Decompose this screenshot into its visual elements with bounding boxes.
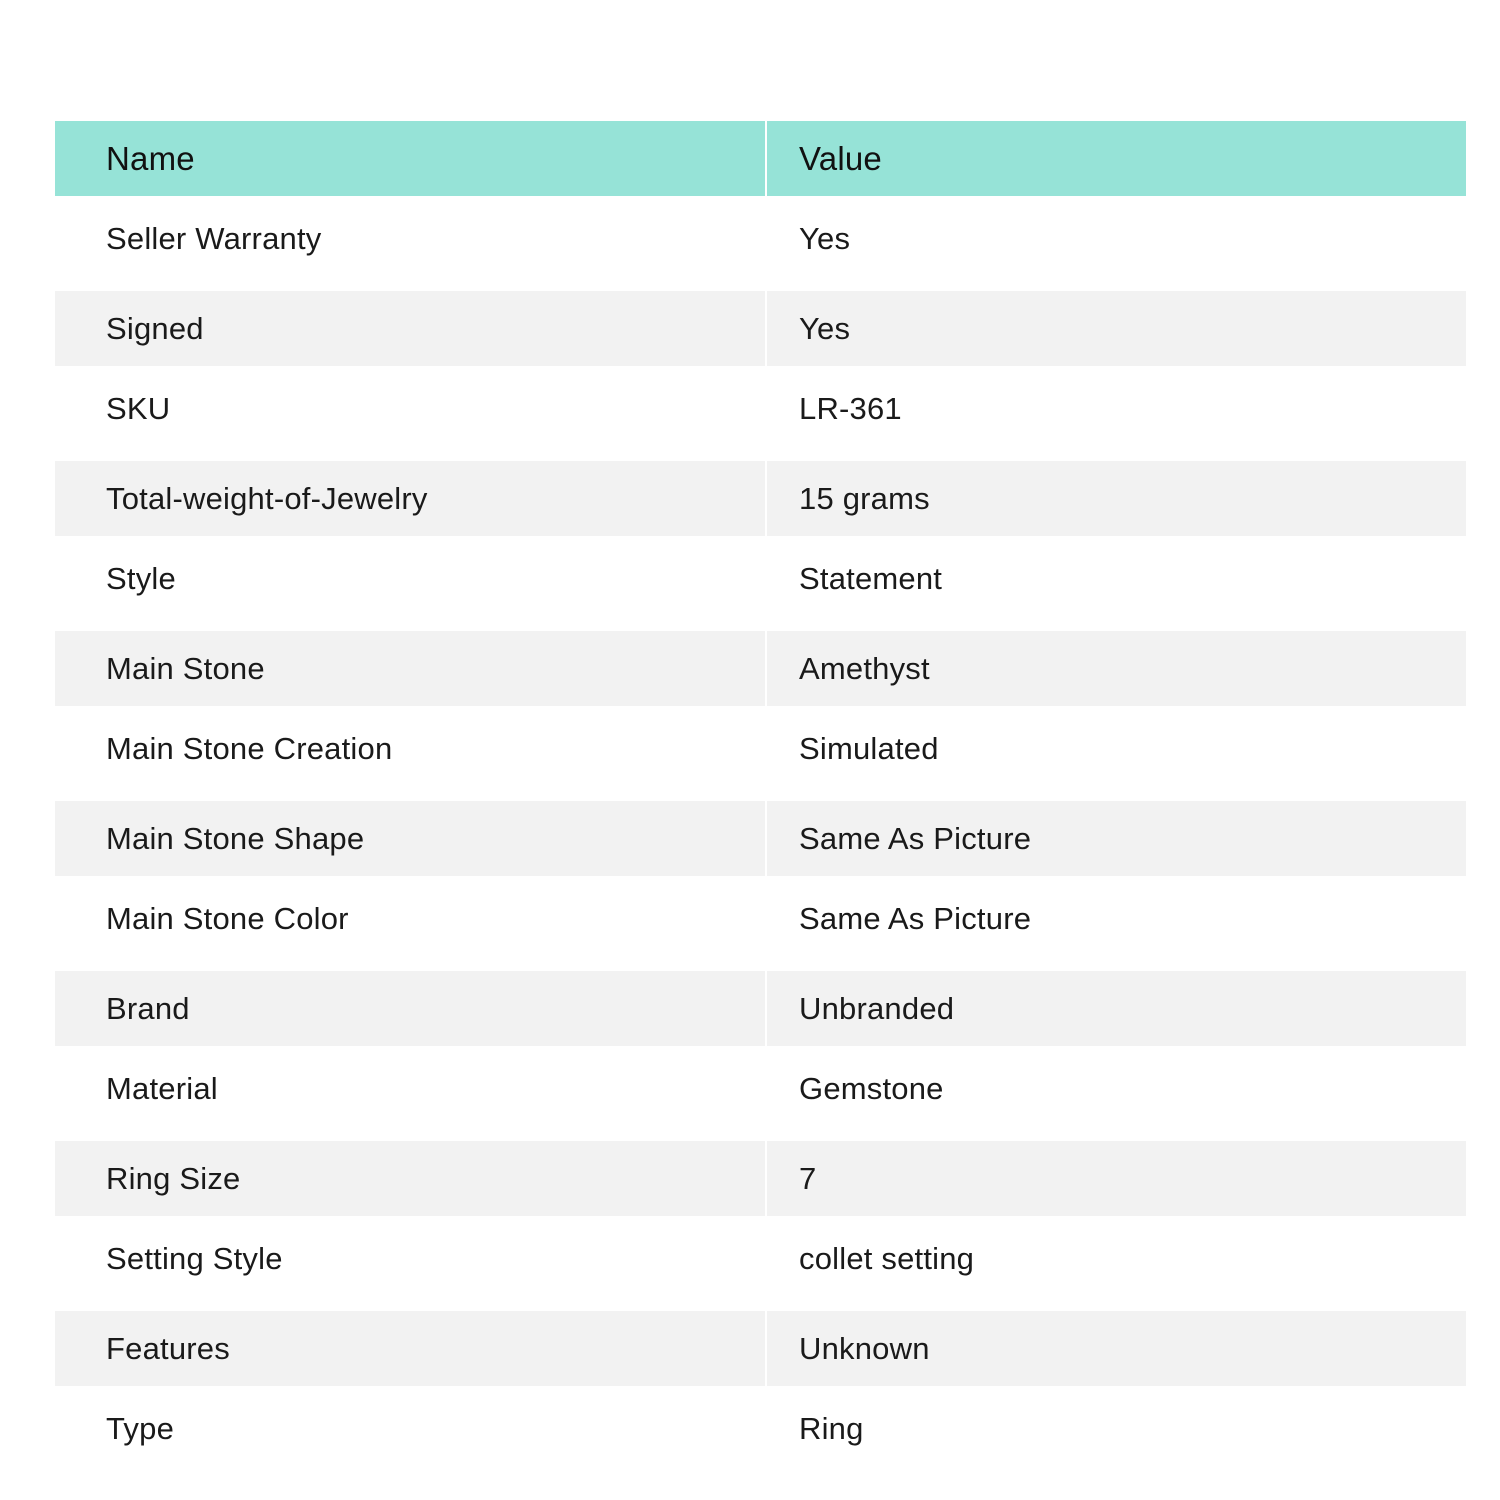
row-name-cell: Style bbox=[55, 536, 765, 621]
row-value-cell: Unknown bbox=[767, 1311, 1466, 1386]
row-value-cell: Same As Picture bbox=[767, 801, 1466, 876]
table-body bbox=[55, 196, 1466, 1471]
header-name: Name bbox=[55, 121, 765, 196]
row-value-cell: Simulated bbox=[767, 706, 1466, 791]
table-row bbox=[55, 621, 1466, 706]
row-name-cell: Type bbox=[55, 1386, 765, 1471]
row-name-cell: Material bbox=[55, 1046, 765, 1131]
row-name-cell: SKU bbox=[55, 366, 765, 451]
row-name-cell: Ring Size bbox=[55, 1141, 765, 1216]
table-row bbox=[55, 196, 1466, 281]
table-row bbox=[55, 451, 1466, 536]
table-header-row bbox=[55, 121, 1466, 196]
row-name-cell: Seller Warranty bbox=[55, 196, 765, 281]
row-name-cell: Features bbox=[55, 1311, 765, 1386]
row-value-cell: 7 bbox=[767, 1141, 1466, 1216]
row-value-cell: 15 grams bbox=[767, 461, 1466, 536]
table-row bbox=[55, 536, 1466, 621]
table-row bbox=[55, 791, 1466, 876]
row-name-cell: Main Stone Creation bbox=[55, 706, 765, 791]
table-row bbox=[55, 876, 1466, 961]
row-name-cell: Main Stone Shape bbox=[55, 801, 765, 876]
table-row bbox=[55, 366, 1466, 451]
row-value-cell: Unbranded bbox=[767, 971, 1466, 1046]
table-row bbox=[55, 1386, 1466, 1471]
row-name-cell: Main Stone bbox=[55, 631, 765, 706]
row-value-cell: LR-361 bbox=[767, 366, 1466, 451]
row-name-cell: Setting Style bbox=[55, 1216, 765, 1301]
table-row bbox=[55, 1131, 1466, 1216]
row-value-cell: Gemstone bbox=[767, 1046, 1466, 1131]
row-name-cell: Total-weight-of-Jewelry bbox=[55, 461, 765, 536]
row-value-cell: Statement bbox=[767, 536, 1466, 621]
table-row bbox=[55, 1046, 1466, 1131]
row-name-cell: Signed bbox=[55, 291, 765, 366]
row-value-cell: Yes bbox=[767, 291, 1466, 366]
row-name-cell: Brand bbox=[55, 971, 765, 1046]
row-value-cell: Same As Picture bbox=[767, 876, 1466, 961]
row-name-cell: Main Stone Color bbox=[55, 876, 765, 961]
row-value-cell: Ring bbox=[767, 1386, 1466, 1471]
row-value-cell: collet setting bbox=[767, 1216, 1466, 1301]
specifications-table bbox=[55, 121, 1466, 1471]
table-row bbox=[55, 706, 1466, 791]
table-row bbox=[55, 1301, 1466, 1386]
row-value-cell: Yes bbox=[767, 196, 1466, 281]
table-row bbox=[55, 281, 1466, 366]
table-row bbox=[55, 961, 1466, 1046]
header-value: Value bbox=[767, 121, 1466, 196]
table-row bbox=[55, 1216, 1466, 1301]
row-value-cell: Amethyst bbox=[767, 631, 1466, 706]
